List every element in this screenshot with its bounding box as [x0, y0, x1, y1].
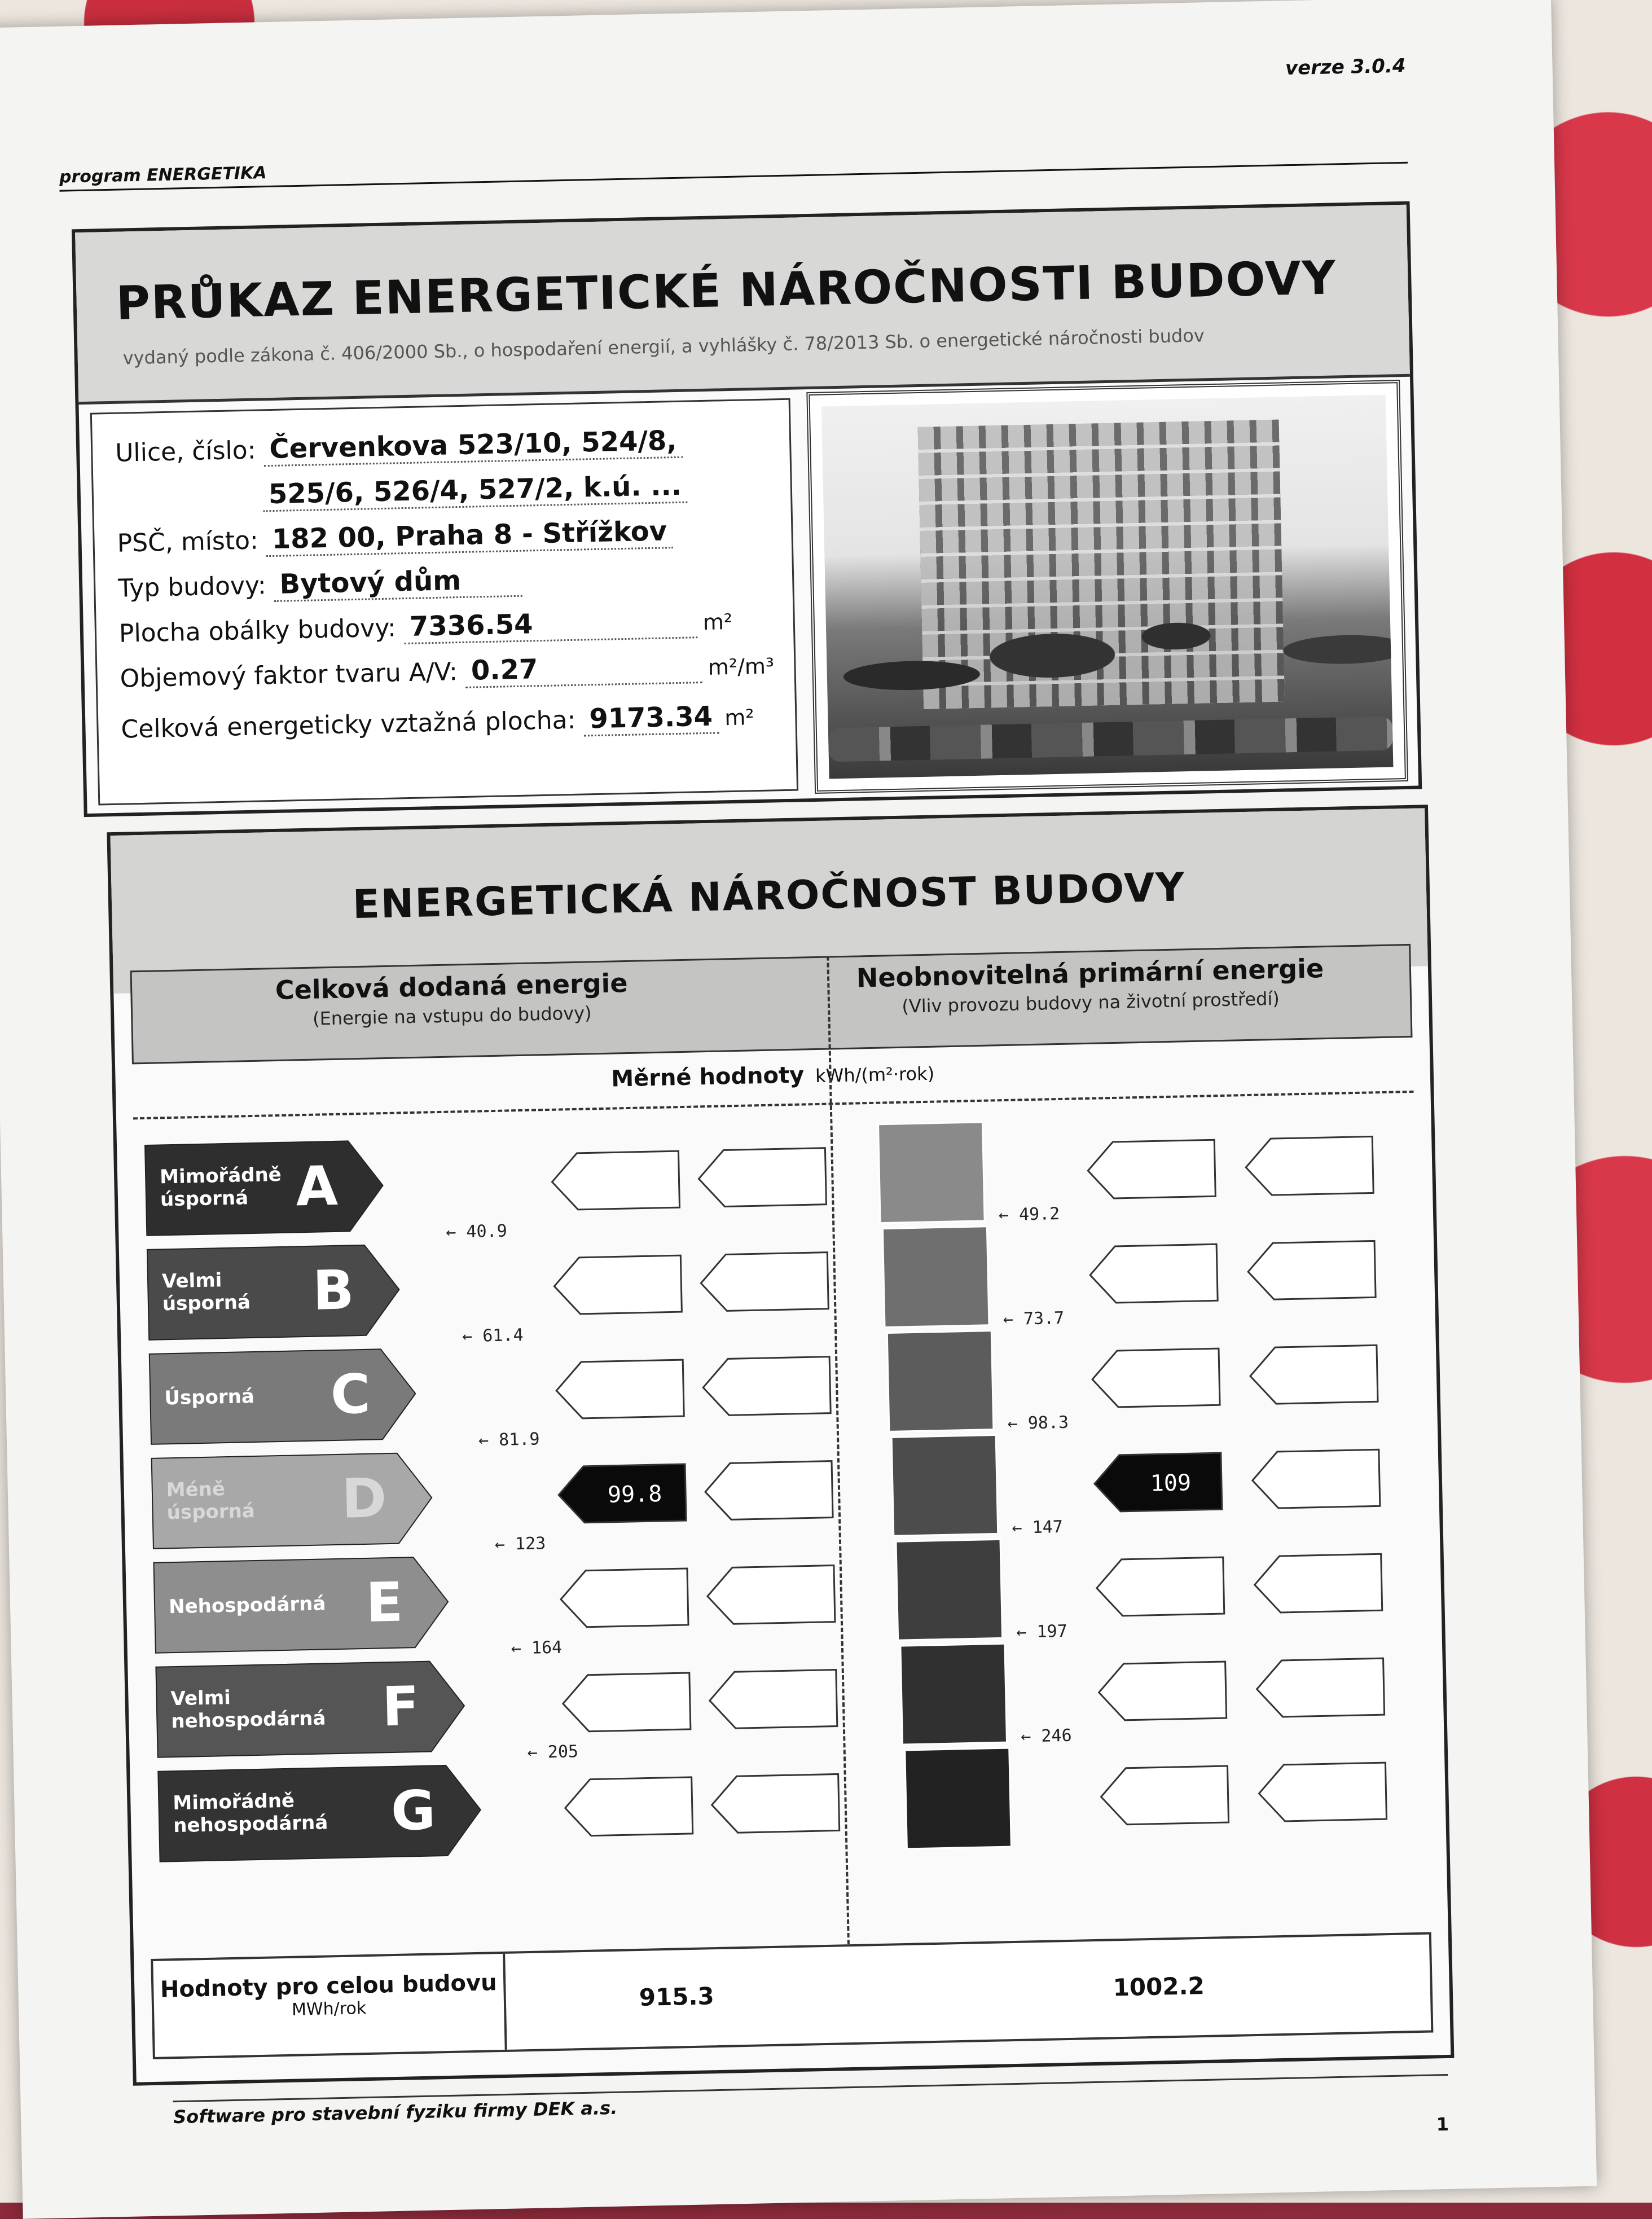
totals-row: [151, 1932, 1433, 2060]
performance-title: ENERGETICKÁ NÁROČNOST BUDOVY: [352, 864, 1186, 928]
delivered-value-label: 99.8: [607, 1480, 662, 1508]
delivered-box-b-e: [707, 1566, 835, 1625]
delivered-box-b-b: [700, 1253, 828, 1312]
delivered-box-b-d: [705, 1461, 833, 1521]
primary-box-a-c: [1092, 1348, 1220, 1408]
primary-bar-e: [896, 1539, 1003, 1640]
class-name-f: Velminehospodárná: [170, 1686, 326, 1733]
class-letter-f: F: [381, 1675, 420, 1739]
specific-values-label: Měrné hodnoty: [610, 1062, 805, 1092]
primary-box-a-e: [1096, 1557, 1224, 1616]
building-details: [90, 398, 798, 806]
primary-box-a-a: [1087, 1140, 1215, 1199]
delivered-threshold-4: ← 123: [494, 1533, 546, 1555]
primary-box-b-d: [1252, 1449, 1380, 1509]
field-reference-area: Celková energeticky vztažná plocha: 9173.34 m²: [121, 700, 755, 744]
delivered-threshold-3: ← 81.9: [478, 1429, 540, 1451]
class-name-e: Nehospodárná: [168, 1592, 326, 1619]
field-postcode: PSČ, místo: 182 00, Praha 8 - Střížkov: [117, 515, 673, 560]
delivered-threshold-6: ← 205: [527, 1742, 579, 1763]
specific-values-unit: kWh/(m²·rok): [815, 1062, 935, 1087]
primary-box-b-g: [1258, 1763, 1386, 1822]
class-name-a: Mimořádněúsporná: [159, 1163, 282, 1211]
field-street-cont: 525/6, 526/4, 527/2, k.ú. ...: [262, 470, 687, 512]
primary-box-b-f: [1256, 1658, 1385, 1717]
field-street: Ulice, číslo: Červenkova 523/10, 524/8,: [115, 425, 683, 470]
primary-bar-b: [882, 1227, 989, 1328]
primary-threshold-1: ← 49.2: [998, 1204, 1060, 1225]
delivered-box-b-a: [698, 1148, 826, 1207]
class-letter-e: E: [365, 1570, 404, 1634]
delivered-threshold-2: ← 61.4: [462, 1325, 524, 1347]
delivered-box-a-a: [551, 1151, 679, 1210]
primary-energy-header: Neobnovitelná primární energie (Vliv provozu budovy na životní prostředí): [856, 953, 1324, 1017]
primary-value-label: 109: [1150, 1470, 1192, 1497]
page-number: 1: [1436, 2113, 1449, 2135]
primary-box-b-b: [1247, 1241, 1376, 1300]
class-name-g: Mimořádněnehospodárná: [173, 1789, 328, 1838]
primary-threshold-6: ← 246: [1020, 1725, 1072, 1747]
delivered-threshold-5: ← 164: [511, 1637, 563, 1659]
class-name-d: Méněúsporná: [166, 1478, 256, 1524]
certificate-header: [75, 205, 1410, 405]
field-shape-factor: Objemový faktor tvaru A/V: 0.27 m²/m³: [120, 648, 775, 695]
certificate-title: PRŮKAZ ENERGETICKÉ NÁROČNOSTI BUDOVY: [115, 251, 1337, 331]
energy-performance-box: [107, 805, 1454, 2086]
primary-threshold-3: ← 98.3: [1007, 1412, 1069, 1434]
delivered-threshold-1: ← 40.9: [445, 1221, 508, 1242]
total-primary-value: 1002.2: [1113, 1971, 1205, 2002]
building-info-box: [72, 201, 1422, 817]
class-letter-a: A: [295, 1154, 339, 1219]
version-label: verze 3.0.4: [1285, 54, 1406, 80]
delivered-box-a-c: [556, 1360, 684, 1419]
primary-box-a-b: [1089, 1244, 1218, 1303]
certificate-subtitle: vydaný podle zákona č. 406/2000 Sb., o hospodaření energií, a vyhlášky č. 78/2013 Sb. o energetické náročnosti budov: [122, 324, 1205, 369]
delivered-box-b-c: [702, 1357, 831, 1416]
primary-bar-f: [900, 1644, 1007, 1745]
program-label: program ENERGETIKA: [59, 163, 267, 187]
primary-box-b-c: [1250, 1345, 1378, 1404]
primary-bar-a: [878, 1122, 985, 1223]
field-envelope-area: Plocha obálky budovy: 7336.54 m²: [118, 604, 732, 651]
delivered-energy-header: Celková dodaná energie (Energie na vstupu do budovy): [275, 967, 629, 1030]
class-name-c: Úsporná: [164, 1385, 255, 1410]
building-photo-frame: [806, 380, 1408, 794]
footer-text: Software pro stavební fyziku firmy DEK a.s.: [173, 2097, 618, 2128]
primary-box-b-e: [1254, 1554, 1382, 1613]
primary-threshold-5: ← 197: [1016, 1621, 1068, 1642]
primary-threshold-2: ← 73.7: [1003, 1308, 1065, 1330]
primary-box-b-a: [1245, 1136, 1373, 1196]
class-letter-d: D: [341, 1466, 388, 1531]
primary-threshold-4: ← 147: [1012, 1517, 1064, 1538]
primary-box-a-f: [1099, 1662, 1227, 1721]
delivered-box-a-f: [563, 1673, 691, 1732]
primary-box-a-g: [1101, 1766, 1229, 1825]
class-letter-g: G: [390, 1778, 436, 1843]
primary-bar-c: [887, 1331, 994, 1432]
delivered-box-b-f: [709, 1670, 837, 1729]
delivered-box-b-g: [711, 1774, 840, 1833]
totals-label-cell: Hodnoty pro celou budovu MWh/rok: [153, 1954, 507, 2057]
class-letter-c: C: [329, 1362, 371, 1427]
class-name-b: Velmiúsporná: [161, 1269, 251, 1316]
primary-bar-d: [891, 1435, 998, 1536]
delivered-box-a-g: [565, 1777, 693, 1836]
primary-bar-g: [905, 1748, 1012, 1849]
total-delivered-value: 915.3: [639, 1982, 715, 2011]
building-photo: [821, 395, 1394, 779]
energy-class-chart: [116, 1096, 1447, 1913]
delivered-box-a-e: [560, 1568, 688, 1628]
field-building-type: Typ budovy: Bytový dům: [118, 564, 522, 605]
class-letter-b: B: [312, 1258, 355, 1322]
delivered-box-a-b: [553, 1255, 682, 1315]
